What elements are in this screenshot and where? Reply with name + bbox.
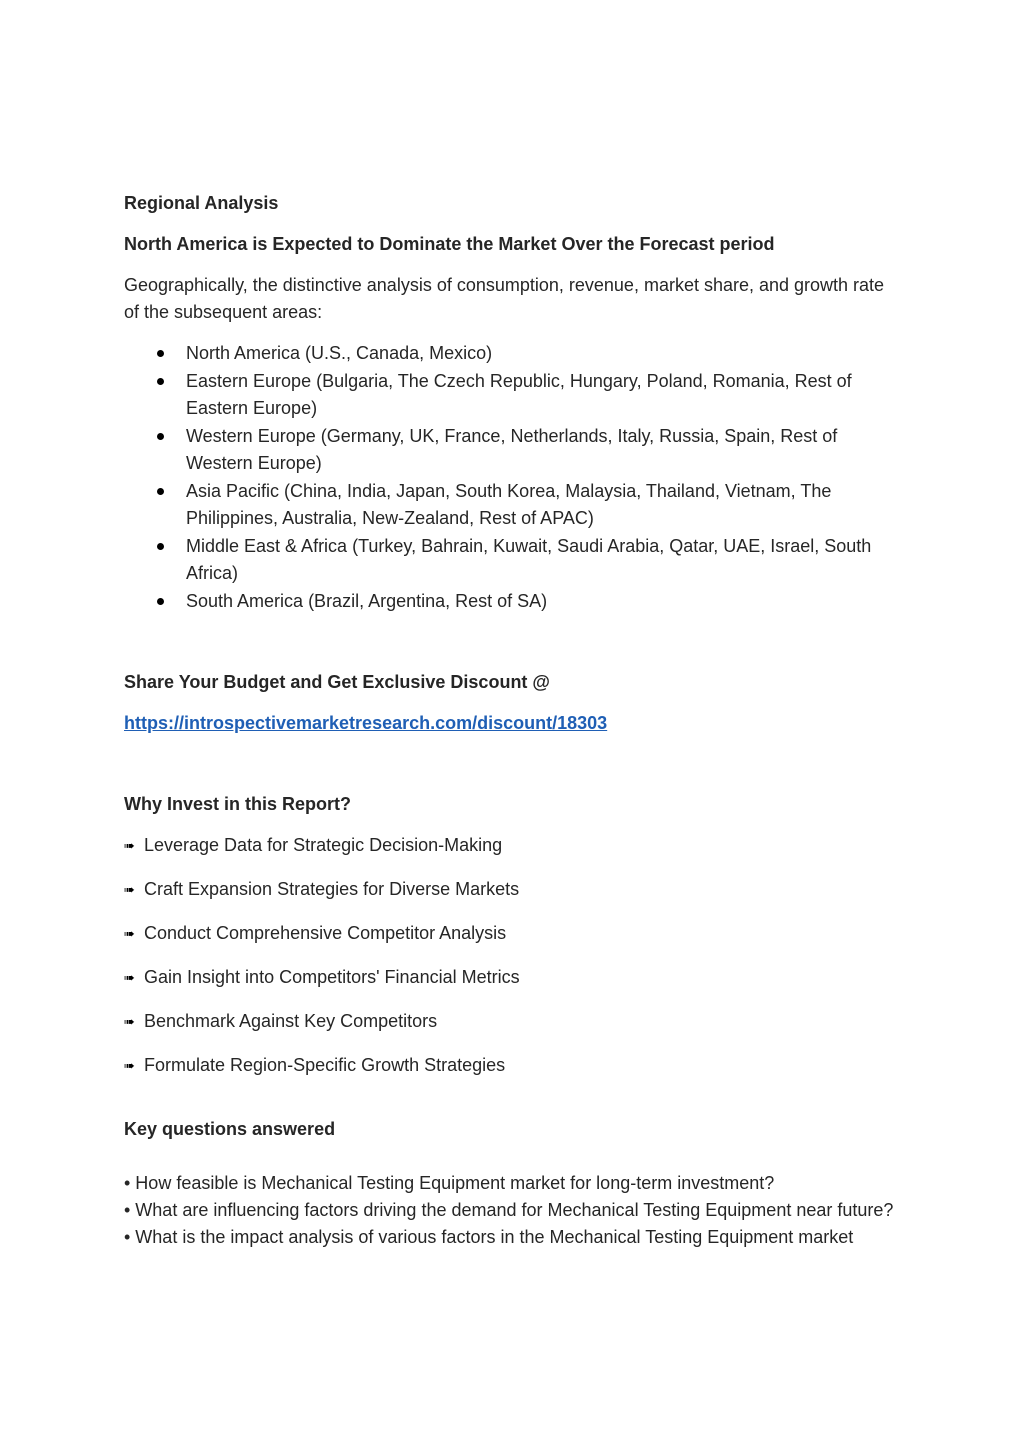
list-item xyxy=(124,1008,904,1035)
share-budget-heading: Share Your Budget and Get Exclusive Discount @ xyxy=(124,672,550,692)
bullet-icon xyxy=(157,543,164,550)
discount-link[interactable]: https://introspectivemarketresearch.com/discount/18303 xyxy=(124,713,608,733)
bullet-icon xyxy=(157,488,164,495)
list-item xyxy=(124,832,904,859)
list-item xyxy=(124,478,904,532)
region-text: Middle East & Africa (Turkey, Bahrain, Kuwait, Saudi Arabia, Qatar, UAE, Israel, South Africa) xyxy=(186,536,872,583)
list-item xyxy=(124,1052,904,1079)
regions-list xyxy=(124,340,904,615)
bullet-icon xyxy=(157,598,164,605)
bullet-icon xyxy=(157,350,164,357)
list-item xyxy=(124,340,904,367)
regional-analysis-heading: Regional Analysis xyxy=(124,193,279,213)
region-text: South America (Brazil, Argentina, Rest of SA) xyxy=(186,591,548,611)
north-america-heading: North America is Expected to Dominate the Market Over the Forecast period xyxy=(124,234,775,254)
list-item xyxy=(124,588,904,615)
list-item xyxy=(124,876,904,903)
invest-item-text: Gain Insight into Competitors' Financial Metrics xyxy=(144,967,520,987)
arrow-right-icon: ➠ xyxy=(124,926,135,941)
invest-item-text: Benchmark Against Key Competitors xyxy=(144,1011,438,1031)
region-text: North America (U.S., Canada, Mexico) xyxy=(186,343,493,363)
intro-paragraph: Geographically, the distinctive analysis of consumption, revenue, market share, and growth rate of the subsequent areas: xyxy=(124,275,885,322)
list-item xyxy=(124,920,904,947)
bullet-icon xyxy=(157,433,164,440)
question-line: • How feasible is Mechanical Testing Equipment market for long-term investment? xyxy=(124,1173,775,1193)
arrow-right-icon: ➠ xyxy=(124,1014,135,1029)
discount-link-line xyxy=(124,710,904,737)
list-item xyxy=(124,423,904,477)
key-questions-heading: Key questions answered xyxy=(124,1119,336,1139)
bullet-icon xyxy=(157,378,164,385)
invest-item-text: Formulate Region-Specific Growth Strategies xyxy=(144,1055,506,1075)
list-item xyxy=(124,533,904,587)
region-text: Western Europe (Germany, UK, France, Netherlands, Italy, Russia, Spain, Rest of Western Europe) xyxy=(186,426,838,473)
arrow-right-icon: ➠ xyxy=(124,882,135,897)
region-text: Eastern Europe (Bulgaria, The Czech Republic, Hungary, Poland, Romania, Rest of Eastern Europe) xyxy=(186,371,852,418)
question-line: • What are influencing factors driving the demand for Mechanical Testing Equipment near future? xyxy=(124,1200,894,1220)
why-invest-heading: Why Invest in this Report? xyxy=(124,794,352,814)
list-item xyxy=(124,368,904,422)
list-item xyxy=(124,964,904,991)
invest-item-text: Leverage Data for Strategic Decision-Making xyxy=(144,835,503,855)
question-line: • What is the impact analysis of various factors in the Mechanical Testing Equipment market xyxy=(124,1227,854,1247)
arrow-right-icon: ➠ xyxy=(124,970,135,985)
arrow-right-icon: ➠ xyxy=(124,1058,135,1073)
document-content xyxy=(124,190,904,1251)
invest-item-text: Conduct Comprehensive Competitor Analysis xyxy=(144,923,507,943)
invest-item-text: Craft Expansion Strategies for Diverse Markets xyxy=(144,879,520,899)
arrow-right-icon: ➠ xyxy=(124,838,135,853)
region-text: Asia Pacific (China, India, Japan, South Korea, Malaysia, Thailand, Vietnam, The Philippines, Australia, New-Zealand, Rest of APAC) xyxy=(186,481,832,528)
